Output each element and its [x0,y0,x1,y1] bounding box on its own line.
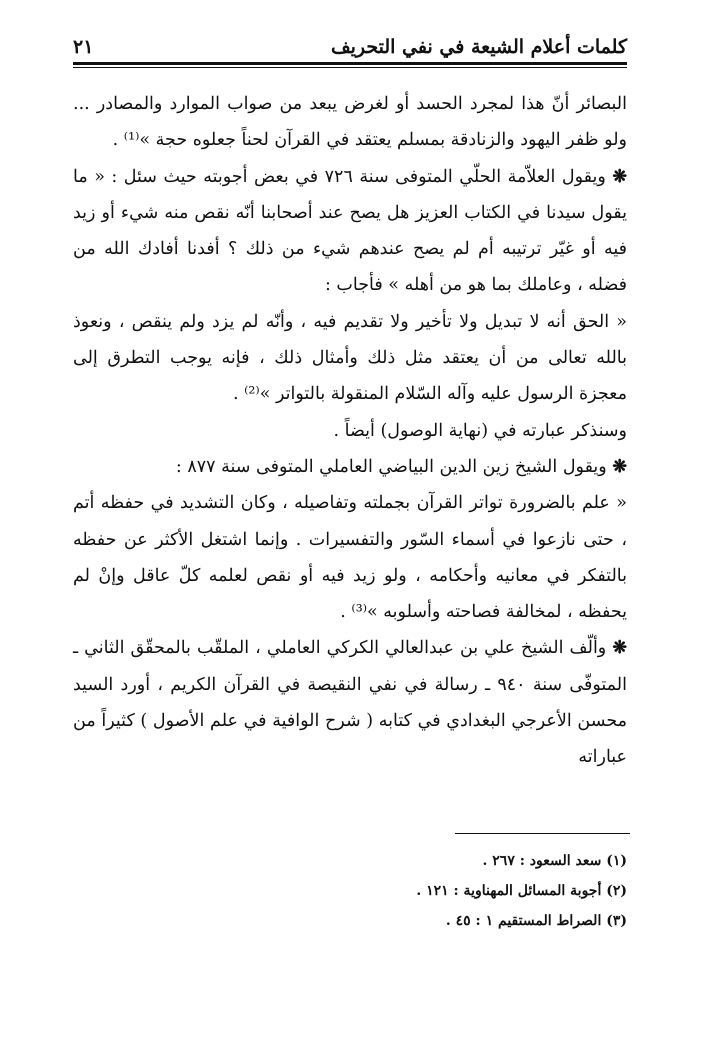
asterisk-ornament: ❋ [612,638,627,659]
running-header [73,28,627,58]
paragraph [73,159,627,304]
paragraph [73,413,627,449]
page-number: ٢١ [73,36,94,58]
paragraph [73,449,627,485]
paragraph-text: وسنذكر عبارته في (نهاية الوصول) أيضاً . [333,420,627,441]
footnotes [73,846,627,936]
body-text [73,86,627,776]
footnote-item: (٢) أجوبة المسائل المهناوية : ١٢١ . [416,883,627,899]
running-title: كلمات أعلام الشيعة في نفي التحريف [330,36,627,58]
paragraph-text: « علم بالضرورة تواتر القرآن بجملته وتفاصيله ، وكان التشديد في حفظه أتم ، حتى نازعوا في أسماء السّور والتفسيرات . وإنما اشتغل الأكثر عن حفظه بالتفكر في معانيه وأحكامه ، ولو زيد فيه أو نقص لعلمه كلّ عاقل وإنْ لم يحفظه ، لمخالفة فصاحته وأسلوبه »⁽³⁾ . [73,493,627,623]
footnote-item: (٣) الصراط المستقيم ١ : ٤٥ . [445,913,627,929]
paragraph [73,630,627,775]
paragraph-text: وألّف الشيخ علي بن عبدالعالي الكركي العاملي ، الملقّب بالمحقّق الثاني ـ المتوفّى سنة ٩٤٠ ـ رسالة في نفي النقيصة في القرآن الكريم ، أورد السيد محسن الأعرجي البغدادي في كتابه ( شرح الوافية في علم الأصول ) كثيراً من عباراته [73,638,627,768]
paragraph-text: ويقول العلاّمة الحلّي المتوفى سنة ٧٢٦ في بعض أجوبته حيث سئل : « ما يقول سيدنا في الكتاب العزيز هل يصح عند أصحابنا أنّه نقص منه شيء أو زيد فيه أو غيّر ترتيبه أم لم يصح عندهم شيء من ذلك ؟ أفدنا أفادك الله من فضله ، وعاملك بما هو من أهله » فأجاب : [73,166,627,296]
header-rule-thin [73,67,627,68]
paragraph-text: « الحق أنه لا تبديل ولا تأخير ولا تقديم فيه ، وأنّه لم يزد ولم ينقص ، ونعوذ بالله تعالى من أن يعتقد مثل ذلك وأمثال ذلك ، فإنه يوجب التطرق إلى معجزة الرسول عليه وآله السّلام المنقولة بالتواتر »⁽²⁾ . [73,311,627,405]
asterisk-ornament: ❋ [612,456,627,477]
paragraph [73,304,627,413]
header-rule-thick [73,62,627,65]
paragraph [73,485,627,630]
footnote-separator [455,833,630,834]
paragraph-text: البصائر أنّ هذا لمجرد الحسد أو لغرض يبعد من صواب الموارد والمصادر ... ولو ظفر اليهود والزنادقة بمسلم يعتقد في القرآن لحناً جعلوه حجة »⁽¹⁾ . [73,94,627,151]
paragraph-text: ويقول الشيخ زين الدين البياضي العاملي المتوفى سنة ٨٧٧ : [175,456,607,477]
footnote-item: (١) سعد السعود : ٢٦٧ . [482,853,627,869]
asterisk-ornament: ❋ [612,166,628,187]
paragraph [73,86,627,159]
